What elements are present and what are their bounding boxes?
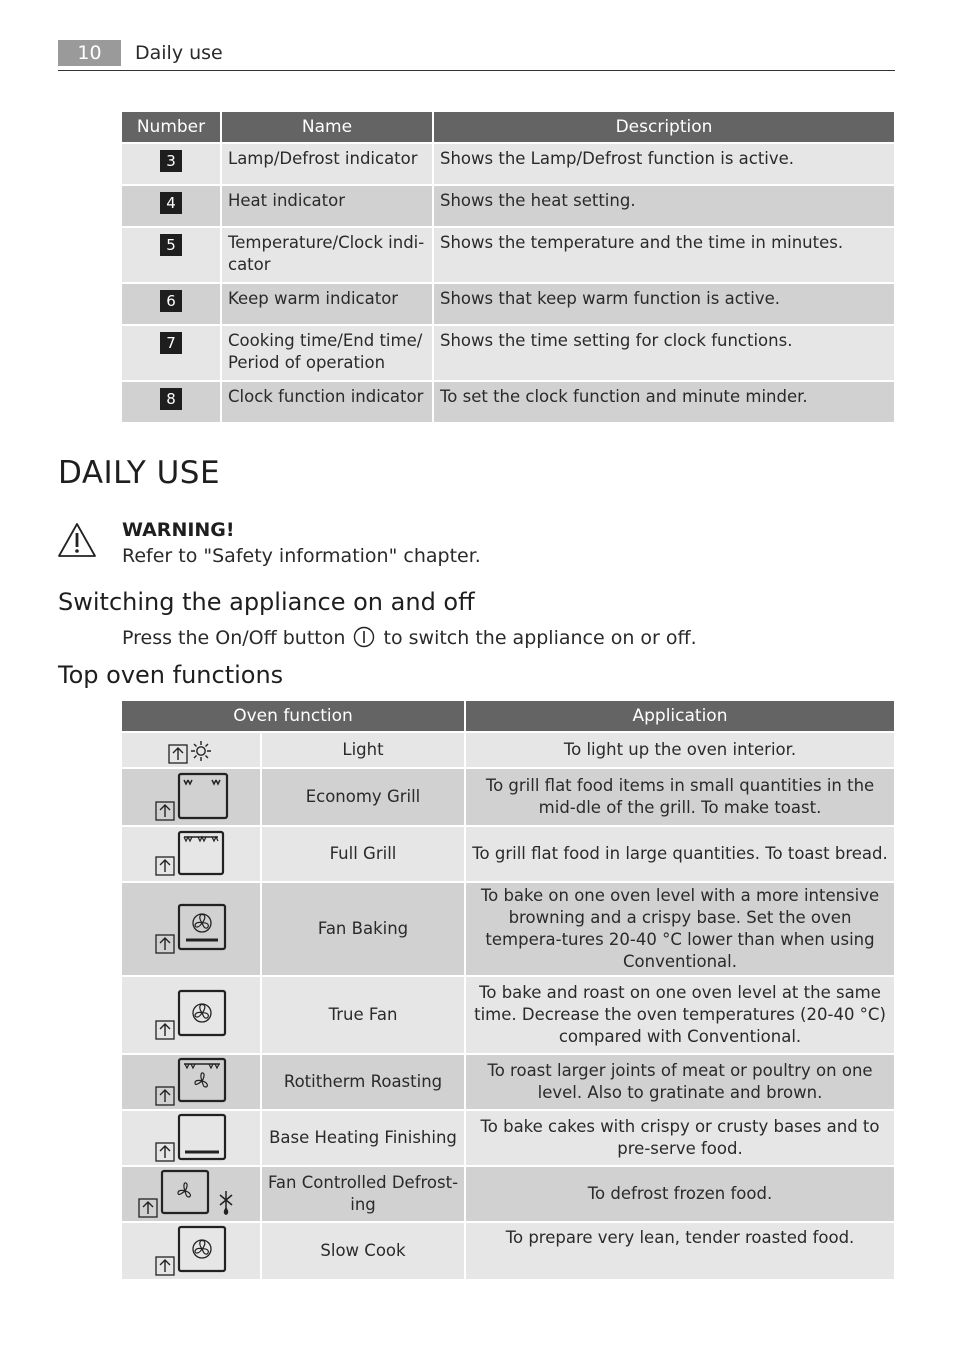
application-cell: To bake cakes with crispy or crusty bases and to pre-serve food. — [466, 1111, 894, 1165]
application-cell: To grill flat food items in small quantities in the mid-dle of the grill. To make toast. — [466, 769, 894, 825]
number-badge: 6 — [160, 290, 182, 312]
switching-paragraph — [122, 626, 697, 649]
number-badge: 5 — [160, 234, 182, 256]
table-row — [122, 827, 894, 881]
number-cell — [122, 382, 220, 422]
function-name-cell: Economy Grill — [262, 769, 464, 825]
icon-cell — [122, 883, 260, 975]
name-cell: Temperature/Clock indi-cator — [222, 228, 432, 282]
warning-text: Refer to "Safety information" chapter. — [122, 545, 481, 567]
section-heading-top-oven: Top oven functions — [58, 661, 284, 689]
column-header: Oven function — [122, 701, 464, 731]
name-cell: Clock function indicator — [222, 382, 432, 422]
table-row — [122, 1223, 894, 1279]
icon-cell — [122, 1111, 260, 1165]
section-heading-switching: Switching the appliance on and off — [58, 588, 475, 616]
icon-cell — [122, 827, 260, 881]
number-badge: 7 — [160, 332, 182, 354]
economy-grill-icon — [151, 772, 231, 822]
column-header: Application — [466, 701, 894, 731]
table-row — [122, 144, 894, 184]
number-cell — [122, 326, 220, 380]
rotitherm-roasting-icon — [151, 1057, 231, 1107]
number-cell — [122, 144, 220, 184]
base-heating-icon — [151, 1113, 231, 1163]
number-cell — [122, 284, 220, 324]
table-row — [122, 883, 894, 975]
table-row — [122, 186, 894, 226]
slow-cook-icon — [151, 1225, 231, 1277]
description-cell: Shows the heat setting. — [434, 186, 894, 226]
function-name-cell: Rotitherm Roasting — [262, 1055, 464, 1109]
table-row — [122, 382, 894, 422]
warning-triangle-icon — [57, 522, 97, 558]
application-cell: To prepare very lean, tender roasted food. — [466, 1223, 894, 1279]
true-fan-icon — [151, 989, 231, 1041]
function-name-cell: Base Heating Finishing — [262, 1111, 464, 1165]
header-rule — [58, 70, 895, 71]
function-name-cell: Fan Baking — [262, 883, 464, 975]
indicator-table — [120, 110, 896, 424]
number-cell — [122, 186, 220, 226]
function-name-cell: Full Grill — [262, 827, 464, 881]
switching-text-before: Press the On/Off button — [122, 627, 346, 649]
application-cell: To defrost frozen food. — [466, 1167, 894, 1221]
name-cell: Cooking time/End time/ Period of operation — [222, 326, 432, 380]
light-icon — [161, 735, 221, 765]
table-row — [122, 769, 894, 825]
fan-defrost-icon — [136, 1169, 246, 1219]
column-header: Number — [122, 112, 220, 142]
function-name-cell: Slow Cook — [262, 1223, 464, 1279]
description-cell: Shows the temperature and the time in minutes. — [434, 228, 894, 282]
running-header: Daily use — [135, 42, 223, 64]
table-row — [122, 1111, 894, 1165]
number-badge: 3 — [160, 150, 182, 172]
description-cell: To set the clock function and minute minder. — [434, 382, 894, 422]
table-header-row — [122, 112, 894, 142]
on-off-icon — [353, 626, 375, 648]
table-row — [122, 977, 894, 1053]
column-header: Description — [434, 112, 894, 142]
icon-cell — [122, 769, 260, 825]
icon-cell — [122, 1223, 260, 1279]
table-row — [122, 1055, 894, 1109]
description-cell: Shows the time setting for clock functions. — [434, 326, 894, 380]
description-cell: Shows the Lamp/Defrost function is active. — [434, 144, 894, 184]
table-row — [122, 228, 894, 282]
function-name-cell: Light — [262, 733, 464, 767]
application-cell: To bake and roast on one oven level at the same time. Decrease the oven temperatures (20-40 °C) compared with Conventional. — [466, 977, 894, 1053]
description-cell: Shows that keep warm function is active. — [434, 284, 894, 324]
number-badge: 4 — [160, 192, 182, 214]
table-row — [122, 1167, 894, 1221]
icon-cell — [122, 1167, 260, 1221]
table-row — [122, 326, 894, 380]
switching-text-after: to switch the appliance on or off. — [383, 627, 697, 649]
application-cell: To roast larger joints of meat or poultry on one level. Also to gratinate and brown. — [466, 1055, 894, 1109]
icon-cell — [122, 977, 260, 1053]
application-cell: To grill flat food in large quantities. To toast bread. — [466, 827, 894, 881]
table-row — [122, 733, 894, 767]
application-cell: To light up the oven interior. — [466, 733, 894, 767]
table-header-row — [122, 701, 894, 731]
function-name-cell: Fan Controlled Defrost-ing — [262, 1167, 464, 1221]
icon-cell — [122, 1055, 260, 1109]
name-cell: Keep warm indicator — [222, 284, 432, 324]
warning-title: WARNING! — [122, 519, 235, 541]
chapter-heading: DAILY USE — [58, 455, 221, 491]
name-cell: Lamp/Defrost indicator — [222, 144, 432, 184]
oven-functions-table — [120, 699, 896, 1281]
page-number: 10 — [58, 40, 121, 66]
name-cell: Heat indicator — [222, 186, 432, 226]
function-name-cell: True Fan — [262, 977, 464, 1053]
column-header: Name — [222, 112, 432, 142]
full-grill-icon — [151, 829, 231, 879]
number-cell — [122, 228, 220, 282]
table-row — [122, 284, 894, 324]
number-badge: 8 — [160, 388, 182, 410]
application-cell: To bake on one oven level with a more intensive browning and a crispy base. Set the oven tempera-tures 20-40 °C lower than when using Conventional. — [466, 883, 894, 975]
fan-baking-icon — [151, 903, 231, 955]
icon-cell — [122, 733, 260, 767]
